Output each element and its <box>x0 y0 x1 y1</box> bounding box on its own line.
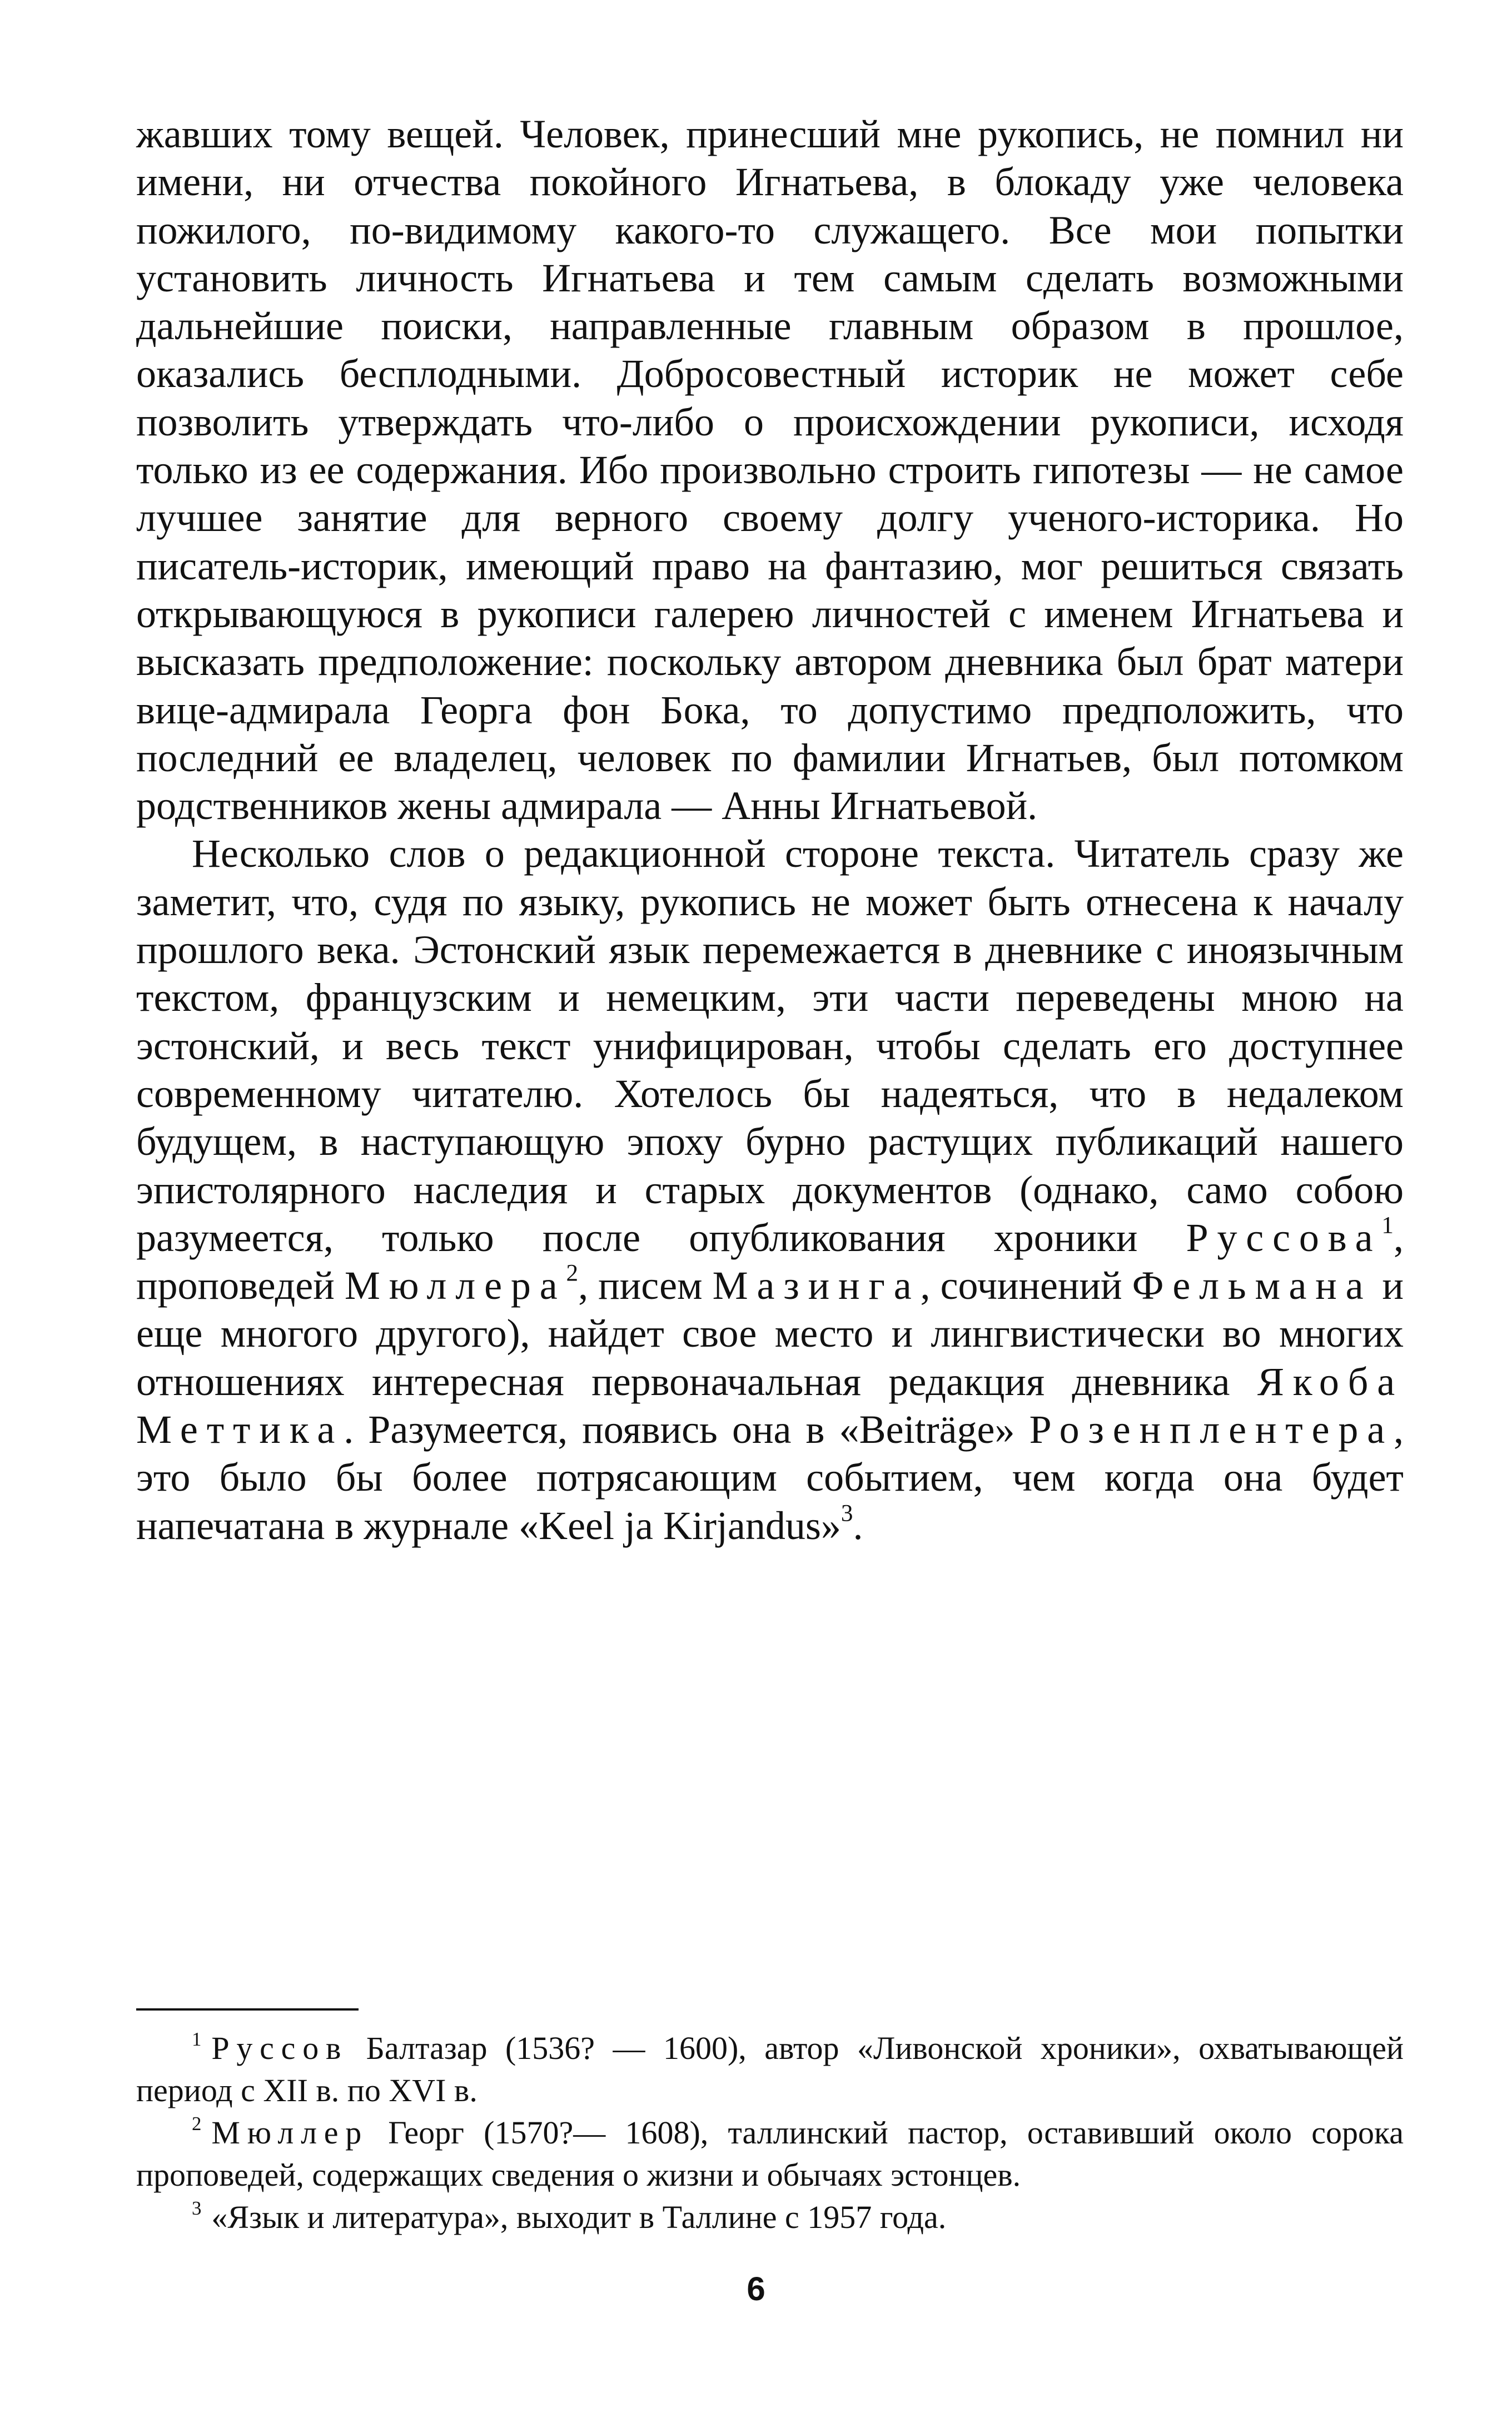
footnote-ref-1[interactable]: 1 <box>1381 1212 1394 1239</box>
footnote-ref-2[interactable]: 2 <box>566 1260 579 1287</box>
paragraph-1: жавших тому вещей. Человек, принесший мне рукопись, не помнил ни имени, ни отчества покойного Игнатьева, в блокаду уже человека пожилого, по-видимому какого-то служащего. Все мои попытки установить личность Игнатьева и тем самым сделать возможными дальнейшие поиски, направленные главным образом в прошлое, оказались бесплодными. Добросовестный историк не может себе позволить утверждать что-либо о происхождении рукописи, исходя только из ее содержания. Ибо произвольно строить гипотезы — не самое лучшее занятие для верного своему долгу ученого-историка. Но писатель-историк, имеющий право на фантазию, мог решиться связать открывающуюся в рукописи галерею личностей с именем Игнатьева и высказать предположение: поскольку автором дневника был брат матери вице-адмирала Георга фон Бока, то допустимо предположить, что последний ее владелец, человек по фамилии Игнатьев, был потомком родственников жены адмирала — Анны Игнатьевой. <box>136 112 1404 828</box>
text-segment: , писем <box>578 1263 703 1308</box>
spaced-name-mettik: Якоба Меттика <box>136 1359 1404 1452</box>
footnote-mark: 1 <box>192 2028 202 2050</box>
text-segment: , это было бы более потрясающим событием, чем когда она будет напечатана в журнале «Keel ja Kirjandus» <box>136 1407 1404 1548</box>
body-text <box>136 110 1404 1550</box>
text-segment: и еще многого другого), найдет свое место и лингвистически во многих отношениях интересная первоначальная редакция дневника <box>136 1263 1404 1404</box>
spaced-name-rosenplanter: Розенплентера <box>1029 1407 1394 1452</box>
footnote-name: Мюллер <box>211 2115 369 2151</box>
spaced-name-russow: Руссова <box>1186 1215 1382 1260</box>
footnote-mark: 3 <box>192 2197 202 2219</box>
footnote-mark: 2 <box>192 2112 202 2135</box>
text-segment: Несколько слов о редакционной стороне текста. Читатель сразу же заметит, что, судя по языку, рукопись не может быть отнесена к началу прошлого века. Эстонский язык перемежается в дневнике с иноязычным текстом, французским и немецким, эти части переведены мною на эстонский, и весь текст унифицирован, чтобы сделать его доступнее современному читателю. Хотелось бы надеяться, что в недалеком будущем, в наступающую эпоху бурно растущих публикаций нашего эпистолярного наследия и старых документов (однако, само собою разумеется, только после опубликования хроники <box>136 831 1404 1260</box>
text-segment: . Разумеется, появись она в «Beiträge» <box>344 1407 1015 1452</box>
footnote-text: «Язык и литература», выходит в Таллине с 1957 года. <box>211 2199 947 2235</box>
footnote-1 <box>136 2027 1404 2112</box>
text-segment: , проповедей <box>136 1215 1404 1308</box>
text-segment: , сочинений <box>920 1263 1122 1308</box>
footnote-3 <box>136 2196 1404 2239</box>
spaced-name-masing: Мазинга <box>712 1263 921 1308</box>
footnote-text: Балтазар (1536? — 1600), автор «Ливонской хроники», охватывающей период с XII в. по XVI в. <box>136 2030 1404 2108</box>
footnote-2 <box>136 2112 1404 2196</box>
footnote-separator <box>136 2008 359 2011</box>
footnote-name: Руссов <box>211 2030 349 2066</box>
footnote-text: Георг (1570?— 1608), таллинский пастор, оставивший около сорока проповедей, содержащих сведения о жизни и обычаях эстонцев. <box>136 2115 1404 2193</box>
text-segment: . <box>853 1503 863 1548</box>
spaced-name-fehlmann: Фельмана <box>1132 1263 1372 1308</box>
spaced-name-muller: Мюллера <box>344 1263 566 1308</box>
footnotes <box>136 2027 1404 2239</box>
page-number: 6 <box>747 2270 765 2307</box>
paragraph-2 <box>136 830 1404 1549</box>
footnote-ref-3[interactable]: 3 <box>840 1500 853 1527</box>
